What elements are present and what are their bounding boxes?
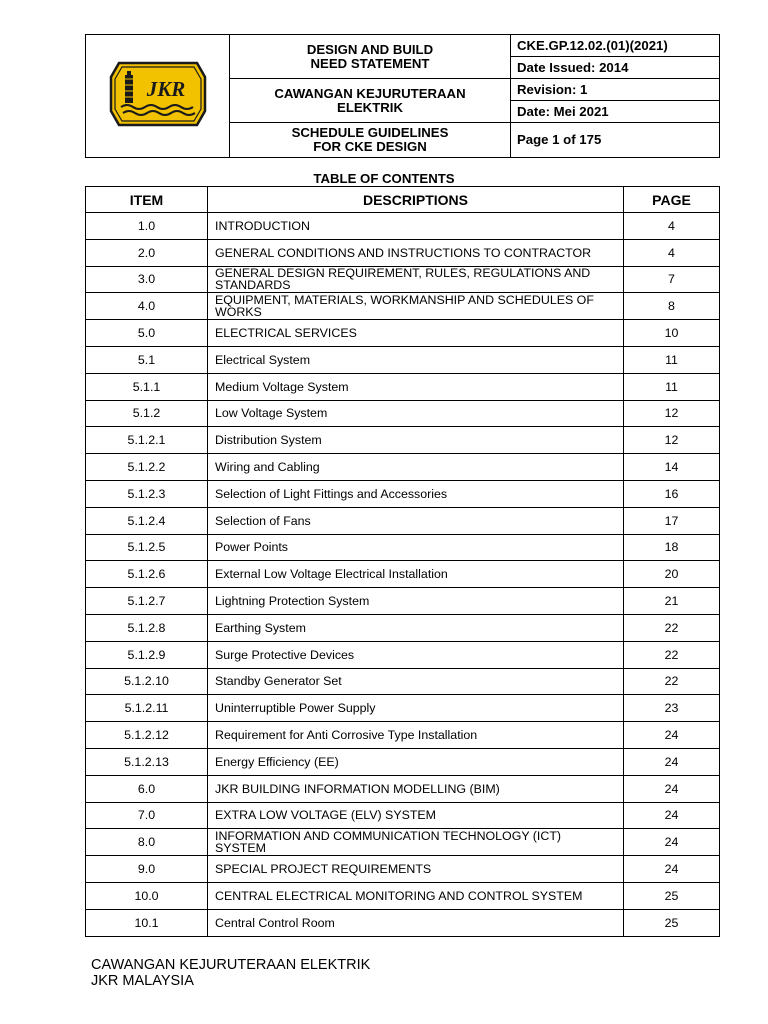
toc-item: 5.1.2.3: [86, 480, 208, 507]
toc-row: [86, 561, 720, 588]
toc-page: 14: [624, 454, 720, 481]
toc-page: 24: [624, 722, 720, 749]
toc-description: JKR BUILDING INFORMATION MODELLING (BIM): [208, 775, 624, 802]
toc-row: [86, 668, 720, 695]
toc-item: 10.0: [86, 882, 208, 909]
toc-item: 5.1.1: [86, 373, 208, 400]
toc-row: [86, 614, 720, 641]
toc-description: ELECTRICAL SERVICES: [208, 320, 624, 347]
revision: Revision: 1: [511, 79, 719, 101]
toc-item: 5.1.2.6: [86, 561, 208, 588]
toc-title: TABLE OF CONTENTS: [313, 171, 455, 186]
toc-item: 2.0: [86, 239, 208, 266]
toc-page: 11: [624, 373, 720, 400]
toc-page: 20: [624, 561, 720, 588]
toc-description: EXTRA LOW VOLTAGE (ELV) SYSTEM: [208, 802, 624, 829]
toc-item: 5.1.2.5: [86, 534, 208, 561]
toc-page: 25: [624, 909, 720, 936]
toc-description: Low Voltage System: [208, 400, 624, 427]
toc-page: 18: [624, 534, 720, 561]
subject-line1: SCHEDULE GUIDELINES: [291, 125, 449, 140]
toc-row: [86, 641, 720, 668]
footer: [91, 957, 370, 989]
toc-page: 25: [624, 882, 720, 909]
toc-row: [86, 775, 720, 802]
toc-item: 5.1.2.8: [86, 614, 208, 641]
toc-row: [86, 239, 720, 266]
toc-item: 5.1.2.12: [86, 722, 208, 749]
toc-item: 5.1.2.13: [86, 748, 208, 775]
toc-page: 24: [624, 748, 720, 775]
revision-cell: [511, 79, 720, 123]
toc-item: 8.0: [86, 829, 208, 856]
toc-item: 3.0: [86, 266, 208, 293]
toc-item: 5.1.2.9: [86, 641, 208, 668]
toc-row: [86, 722, 720, 749]
toc-row: [86, 293, 720, 320]
toc-item: 5.1.2.1: [86, 427, 208, 454]
subject-line2: FOR CKE DESIGN: [313, 139, 427, 154]
toc-page: 22: [624, 641, 720, 668]
toc-page: 10: [624, 320, 720, 347]
doc-code: CKE.GP.12.02.(01)(2021): [511, 35, 719, 57]
toc-row: [86, 856, 720, 883]
doc-code-cell: [511, 35, 720, 79]
footer-line2: JKR MALAYSIA: [91, 973, 194, 989]
toc-row: [86, 373, 720, 400]
toc-description: EQUIPMENT, MATERIALS, WORKMANSHIP AND SCHEDULES OF WORKS: [208, 293, 624, 320]
toc-page: 24: [624, 856, 720, 883]
toc-page: 4: [624, 213, 720, 240]
department-cell: [230, 79, 511, 123]
col-descriptions: DESCRIPTIONS: [208, 187, 624, 213]
toc-page: 12: [624, 400, 720, 427]
toc-page: 11: [624, 346, 720, 373]
toc-item: 1.0: [86, 213, 208, 240]
toc-description: Medium Voltage System: [208, 373, 624, 400]
toc-description: Distribution System: [208, 427, 624, 454]
toc-row: [86, 748, 720, 775]
toc-page: 16: [624, 480, 720, 507]
toc-row: [86, 213, 720, 240]
toc-row: [86, 400, 720, 427]
toc-body: [86, 213, 720, 937]
toc-row: [86, 454, 720, 481]
toc-page: 24: [624, 802, 720, 829]
doc-type-line1: DESIGN AND BUILD: [306, 41, 434, 57]
toc-item: 5.1.2.10: [86, 668, 208, 695]
toc-description: Central Control Room: [208, 909, 624, 936]
toc-description: CENTRAL ELECTRICAL MONITORING AND CONTROL SYSTEM: [208, 882, 624, 909]
department-line2: ELEKTRIK: [337, 99, 403, 115]
toc-description: Selection of Light Fittings and Accessories: [208, 480, 624, 507]
toc-item: 4.0: [86, 293, 208, 320]
toc-item: 5.1.2.4: [86, 507, 208, 534]
toc-header-row: [86, 187, 720, 213]
toc-row: [86, 882, 720, 909]
toc-row: [86, 507, 720, 534]
toc-item: 5.1.2.7: [86, 588, 208, 615]
toc-row: [86, 695, 720, 722]
toc-row: [86, 534, 720, 561]
doc-type-line2: NEED STATEMENT: [310, 55, 430, 71]
department-line1: CAWANGAN KEJURUTERAAN: [274, 85, 466, 101]
toc-description: Electrical System: [208, 346, 624, 373]
toc-description: Energy Efficiency (EE): [208, 748, 624, 775]
toc-description: External Low Voltage Electrical Installation: [208, 561, 624, 588]
toc-description: Power Points: [208, 534, 624, 561]
toc-page: 22: [624, 668, 720, 695]
toc-page: 24: [624, 829, 720, 856]
toc-description: INFORMATION AND COMMUNICATION TECHNOLOGY (ICT) SYSTEM: [208, 829, 624, 856]
toc-description: Standby Generator Set: [208, 668, 624, 695]
toc-page: 22: [624, 614, 720, 641]
toc-row: [86, 802, 720, 829]
revision-date: Date: Mei 2021: [517, 104, 609, 119]
doc-type-cell: [230, 35, 511, 79]
toc-description: Earthing System: [208, 614, 624, 641]
toc-row: [86, 320, 720, 347]
toc-page: 7: [624, 266, 720, 293]
toc-table: [85, 186, 720, 937]
toc-item: 5.1.2.2: [86, 454, 208, 481]
toc-page: 23: [624, 695, 720, 722]
toc-item: 7.0: [86, 802, 208, 829]
col-item: ITEM: [86, 187, 208, 213]
col-page: PAGE: [624, 187, 720, 213]
toc-row: [86, 909, 720, 936]
toc-page: 24: [624, 775, 720, 802]
toc-item: 10.1: [86, 909, 208, 936]
toc-description: Selection of Fans: [208, 507, 624, 534]
toc-item: 5.1.2.11: [86, 695, 208, 722]
toc-description: GENERAL DESIGN REQUIREMENT, RULES, REGULATIONS AND STANDARDS: [208, 266, 624, 293]
toc-description: Surge Protective Devices: [208, 641, 624, 668]
toc-page: 4: [624, 239, 720, 266]
toc-row: [86, 829, 720, 856]
toc-description: Wiring and Cabling: [208, 454, 624, 481]
toc-page: 21: [624, 588, 720, 615]
logo-cell: [86, 35, 230, 158]
toc-row: [86, 427, 720, 454]
jkr-logo-icon: [109, 61, 207, 127]
logo-text: JKR: [146, 76, 185, 101]
toc-row: [86, 480, 720, 507]
toc-description: GENERAL CONDITIONS AND INSTRUCTIONS TO CONTRACTOR: [208, 239, 624, 266]
toc-description: Lightning Protection System: [208, 588, 624, 615]
toc-row: [86, 346, 720, 373]
toc-item: 9.0: [86, 856, 208, 883]
subject-cell: [230, 123, 511, 158]
toc-item: 5.1: [86, 346, 208, 373]
toc-description: Uninterruptible Power Supply: [208, 695, 624, 722]
toc-row: [86, 266, 720, 293]
toc-page: 12: [624, 427, 720, 454]
toc-description: SPECIAL PROJECT REQUIREMENTS: [208, 856, 624, 883]
toc-item: 5.0: [86, 320, 208, 347]
toc-item: 6.0: [86, 775, 208, 802]
toc-description: Requirement for Anti Corrosive Type Installation: [208, 722, 624, 749]
toc-description: INTRODUCTION: [208, 213, 624, 240]
toc-row: [86, 588, 720, 615]
page-number: Page 1 of 175: [511, 123, 720, 158]
toc-item: 5.1.2: [86, 400, 208, 427]
document-header: [85, 34, 720, 158]
toc-page: 8: [624, 293, 720, 320]
toc-page: 17: [624, 507, 720, 534]
date-issued: Date Issued: 2014: [517, 60, 629, 75]
footer-line1: CAWANGAN KEJURUTERAAN ELEKTRIK: [91, 957, 371, 973]
